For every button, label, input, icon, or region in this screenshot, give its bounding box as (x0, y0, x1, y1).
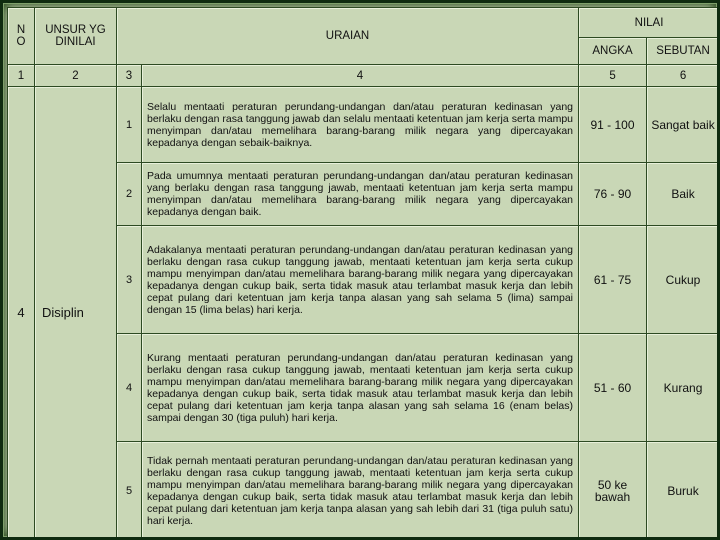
column-number-row (8, 65, 720, 87)
group-unsur: Disiplin (35, 87, 117, 540)
colnum-6: 6 (647, 65, 720, 87)
row-sebutan: Baik (647, 163, 720, 226)
row-angka: 61 - 75 (579, 226, 647, 334)
header-unsur: UNSUR YG DINILAI (35, 8, 117, 65)
header-row-1 (8, 8, 720, 38)
row-number: 5 (117, 442, 142, 540)
header-sebutan: SEBUTAN (647, 38, 720, 65)
row-description: Pada umumnya mentaati peraturan perundang-undangan dan/atau peraturan kedinasan yang berlaku dengan rasa tanggung jawab, mentaati ketentuan jam kerja serta mampu menyimpan dan/atau memelihara barang-barang milik negara yang dipercayakan kepadanya dengan baik. (142, 163, 579, 226)
row-number: 2 (117, 163, 142, 226)
header-angka: ANGKA (579, 38, 647, 65)
row-sebutan: Sangat baik (647, 87, 720, 163)
row-angka: 91 - 100 (579, 87, 647, 163)
row-number: 3 (117, 226, 142, 334)
header-uraian: URAIAN (117, 8, 579, 65)
colnum-4: 4 (142, 65, 579, 87)
group-no: 4 (8, 87, 35, 540)
colnum-2: 2 (35, 65, 117, 87)
row-number: 1 (117, 87, 142, 163)
header-nilai: NILAI (579, 8, 720, 38)
row-number: 4 (117, 334, 142, 442)
row-description: Selalu mentaati peraturan perundang-undangan dan/atau peraturan kedinasan yang berlaku dengan rasa tanggung jawab dan selalu mentaati ketentuan jam kerja serta mampu menyimpan dan/atau memelihara barang-barang milik negara yang dipercayakan kepadanya dengan sebaik-baiknya. (142, 87, 579, 163)
row-description: Kurang mentaati peraturan perundang-undangan dan/atau peraturan kedinasan yang berlaku dengan rasa cukup tanggung jawab, mentaati ketentuan jam kerja serta cukup mampu menyimpan dan/atau memelihara barang-barang milik negara yang dipercayakan kepadanya dengan cukup baik, serta tidak masuk atau terlambat masuk kerja dan lebih cepat pulang dari ketentuan jam kerja tanpa alasan yang sah selama 16 (enam belas) sampai dengan 30 (tiga puluh) hari kerja. (142, 334, 579, 442)
row-angka: 50 ke bawah (579, 442, 647, 540)
colnum-3: 3 (117, 65, 142, 87)
row-description: Tidak pernah mentaati peraturan perundang-undangan dan/atau peraturan kedinasan yang berlaku dengan rasa cukup tanggung jawab, mentaati ketentuan jam kerja serta cukup mampu menyimpan dan/atau memelihara barang-barang milik negara yang dipercayakan kepadanya dengan cukup baik, serta tidak masuk atau terlambat masuk kerja dan lebih cepat pulang dari ketentuan jam kerja tanpa alasan yang sah lebih dari 31 (tiga puluh satu) hari kerja. (142, 442, 579, 540)
header-no: N O (8, 8, 35, 65)
colnum-5: 5 (579, 65, 647, 87)
table-row (8, 87, 720, 163)
row-sebutan: Kurang (647, 334, 720, 442)
assessment-table (7, 7, 720, 540)
row-description: Adakalanya mentaati peraturan perundang-undangan dan/atau peraturan kedinasan yang berlaku dengan rasa cukup tanggung jawab, mentaati ketentuan jam kerja serta cukup mampu menyimpan dan/atau memelihara barang-barang milik negara yang dipercayakan kepadanya dengan cukup baik, serta tidak masuk atau terlambat masuk kerja dan lebih cepat pulang dari ketentuan jam kerja tanpa alasan yang sah selama 5 (lima) sampai dengan 15 (lima belas) hari kerja. (142, 226, 579, 334)
row-angka: 51 - 60 (579, 334, 647, 442)
row-sebutan: Buruk (647, 442, 720, 540)
row-sebutan: Cukup (647, 226, 720, 334)
colnum-1: 1 (8, 65, 35, 87)
row-angka: 76 - 90 (579, 163, 647, 226)
